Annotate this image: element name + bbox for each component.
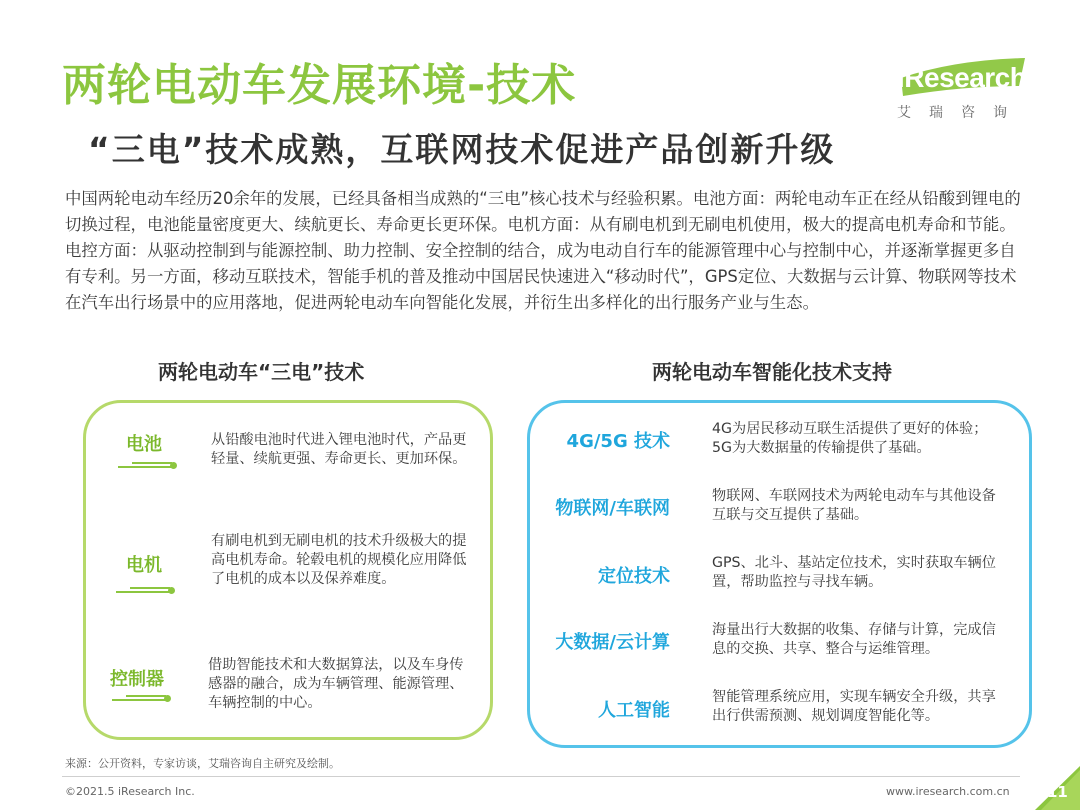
connector-battery-icon xyxy=(118,460,182,470)
label-4g5g: 4G/5G 技术 xyxy=(566,431,670,452)
desc-ai: 智能管理系统应用，实现车辆安全升级，共享出行供需预测、规划调度智能化等。 xyxy=(712,689,996,724)
desc-battery: 从铅酸电池时代进入锂电池时代，产品更轻量、续航更强、寿命更长、更加环保。 xyxy=(211,432,467,467)
right-section-title: 两轮电动车智能化技术支持 xyxy=(652,360,892,384)
label-iot: 物联网/车联网 xyxy=(555,498,670,519)
desc-controller: 借助智能技术和大数据算法，以及车身传感器的融合，成为车辆管理、能源管理、车辆控制的中心。 xyxy=(208,657,464,711)
label-battery: 电池 xyxy=(126,434,162,455)
desc-iot: 物联网、车联网技术为两轮电动车与其他设备互联与交互提供了基础。 xyxy=(712,488,996,523)
footer-divider xyxy=(62,776,1020,777)
page-subtitle: “三电”技术成熟，互联网技术促进产品创新升级 xyxy=(88,130,836,169)
source-note: 来源：公开资料，专家访谈，艾瑞咨询自主研究及绘制。 xyxy=(65,757,340,770)
label-positioning: 定位技术 xyxy=(598,566,670,587)
connector-controller-icon xyxy=(112,693,176,703)
website-link[interactable]: www.iresearch.com.cn xyxy=(886,785,1010,798)
logo-chinese: 艾瑞咨询 xyxy=(897,105,1025,121)
desc-positioning: GPS、北斗、基站定位技术，实时获取车辆位置，帮助监控与寻找车辆。 xyxy=(712,555,996,590)
page-title: 两轮电动车发展环境-技术 xyxy=(62,60,577,111)
left-section-title: 两轮电动车“三电”技术 xyxy=(158,360,365,384)
desc-4g5g: 4G为居民移动互联生活提供了更好的体验；5G为大数据量的传输提供了基础。 xyxy=(712,421,988,456)
page-number: 11 xyxy=(1047,783,1068,801)
logo-wordmark: iResearch xyxy=(897,62,1027,93)
intro-paragraph: 中国两轮电动车经历20余年的发展，已经具备相当成熟的“三电”核心技术与经验积累。电池方面：两轮电动车正在经从铅酸到锂电的切换过程，电池能量密度更大、续航更长、寿命更长更环保。电机方面：从有刷电机到无刷电机使用，极大的提高电机寿命和节能。电控方面：从驱动控制到与能源控制、助力控制、安全控制的结合，成为电动自行车的能源管理中心与控制中心，并逐渐掌握更多自有专利。另一方面，移动互联技术，智能手机的普及推动中国居民快速进入“移动时代”，GPS定位、大数据与云计算、物联网等技术在汽车出行场景中的应用落地，促进两轮电动车向智能化发展，并衍生出多样化的出行服务产业与生态。 xyxy=(65,189,1021,312)
connector-motor-icon xyxy=(116,585,180,595)
label-ai: 人工智能 xyxy=(598,700,670,721)
label-controller: 控制器 xyxy=(110,669,164,690)
iresearch-logo xyxy=(893,56,1033,126)
page-number-badge xyxy=(1035,766,1080,810)
label-bigdata: 大数据/云计算 xyxy=(555,632,670,653)
label-motor: 电机 xyxy=(126,555,162,576)
copyright: ©2021.5 iResearch Inc. xyxy=(65,785,195,798)
desc-bigdata: 海量出行大数据的收集、存储与计算，完成信息的交换、共享、整合与运维管理。 xyxy=(712,622,996,657)
desc-motor: 有刷电机到无刷电机的技术升级极大的提高电机寿命。轮毂电机的规模化应用降低了电机的成本以及保养难度。 xyxy=(211,533,467,587)
